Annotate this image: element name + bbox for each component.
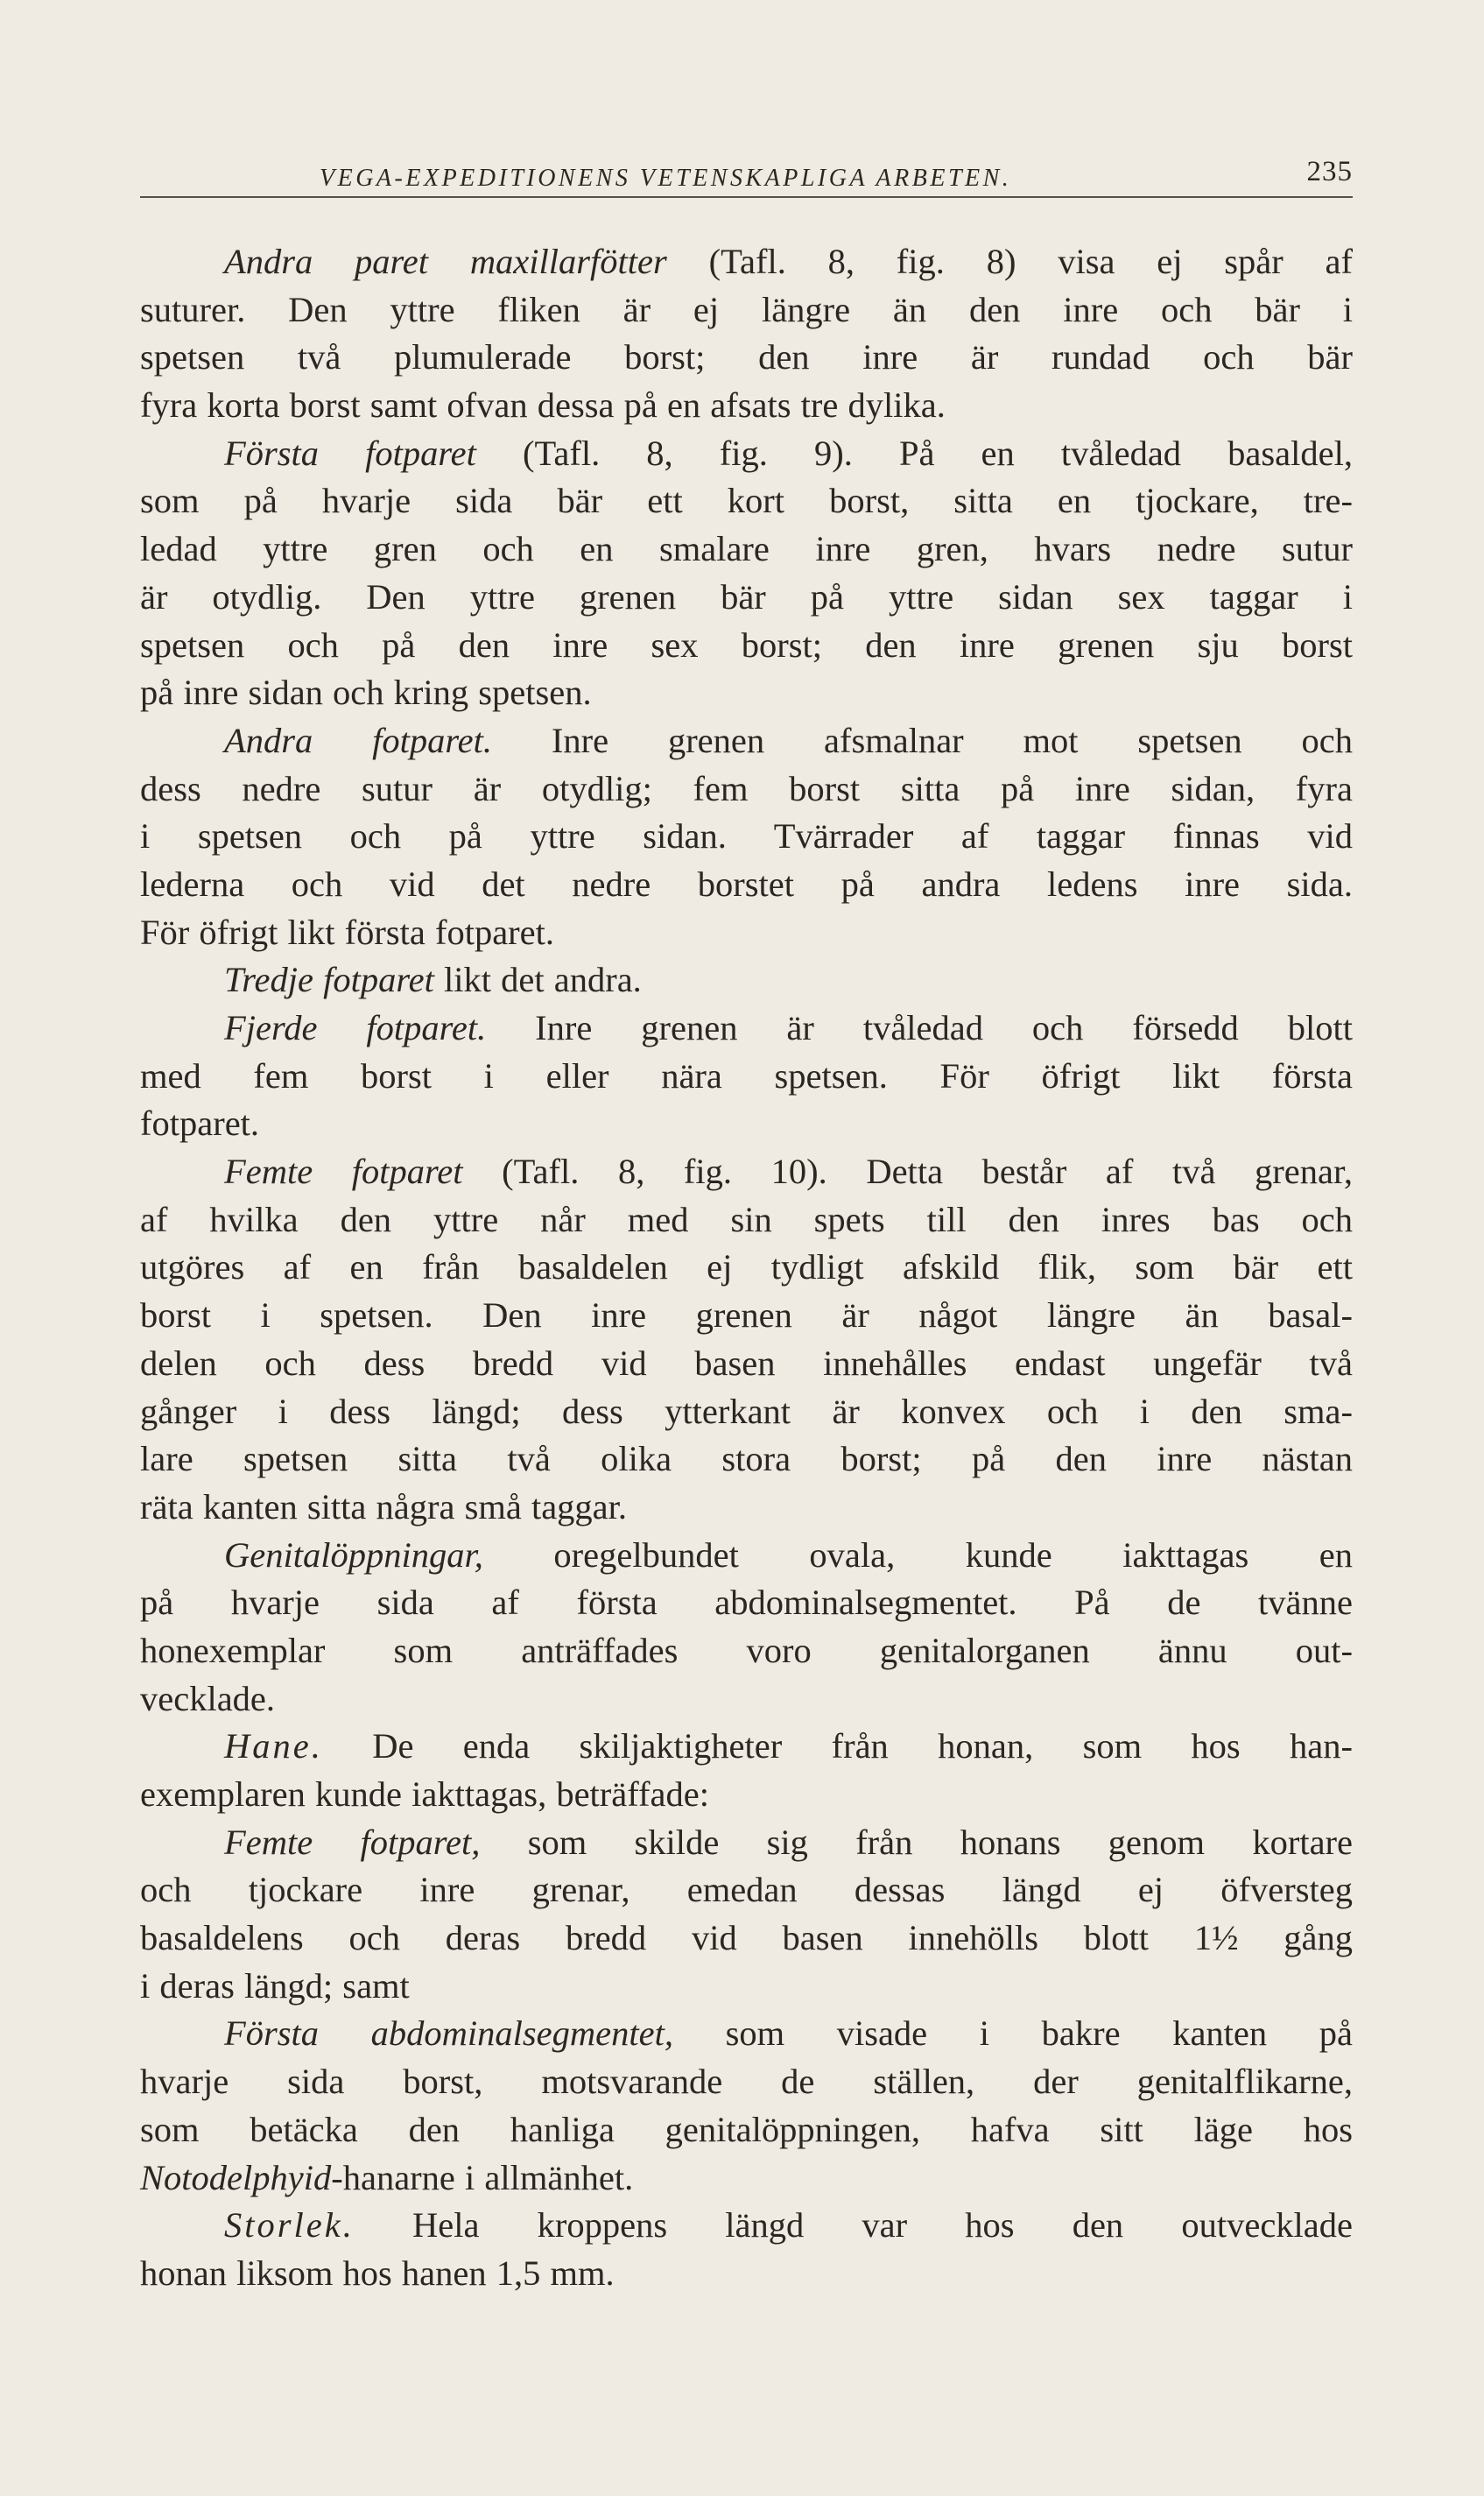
text-line: på hvarje sida af första abdominalsegmentet. På de tvänne [140, 1583, 1353, 1623]
text-line: Femte fotparet, som skilde sig från honans genom kortare [224, 1822, 1354, 1862]
text-line: dess nedre sutur är otydlig; fem borst sitta på inre sidan, fyra [140, 768, 1353, 808]
page-number: 235 [1306, 156, 1353, 187]
text-line: Andra paret maxillarfötter (Tafl. 8, fig. 8) visa ej spår af [224, 242, 1353, 281]
section-term: Första fotparet [224, 433, 476, 473]
text-line: räta kanten sitta några små taggar. [140, 1486, 628, 1527]
section-term: Första abdominalsegmentet, [224, 2013, 673, 2054]
text-line: fotparet. [140, 1103, 260, 1144]
text-line: lederna och vid det nedre borstet på andra ledens inre sida. [140, 864, 1353, 904]
text-line: utgöres af en från basaldelen ej tydligt afskild flik, som bär ett [140, 1247, 1353, 1287]
section-term: Storlek. [224, 2205, 355, 2246]
text-line: exemplaren kunde iakttagas, beträffade: [140, 1774, 709, 1814]
section-term: Genitalöppningar, [224, 1534, 483, 1575]
text-line: och tjockare inre grenar, emedan dessas längd ej öfversteg [140, 1870, 1353, 1910]
text-line: Genitalöppningar, oregelbundet ovala, kunde iakttagas en [224, 1534, 1353, 1575]
text-line: delen och dess bredd vid basen innehålles endast ungefär två [140, 1343, 1353, 1383]
text-line: För öfrigt likt första fotparet. [140, 912, 555, 952]
text-line: basaldelens och deras bredd vid basen innehölls blott 1½ gång [140, 1918, 1353, 1958]
genus-term: Notodelphyid [140, 2157, 332, 2197]
text-line: Hane. De enda skiljaktigheter från honan, som hos han- [224, 1726, 1353, 1766]
text-line: med fem borst i eller nära spetsen. För öfrigt likt första [140, 1055, 1353, 1096]
text-line: Fjerde fotparet. Inre grenen är tvåledad och försedd blott [224, 1008, 1353, 1047]
text-line: borst i spetsen. Den inre grenen är något längre än basal- [140, 1295, 1353, 1336]
section-term: Hane. [224, 1726, 323, 1766]
text-line: ledad yttre gren och en smalare inre gren, hvars nedre sutur [140, 529, 1353, 569]
text-line: Första abdominalsegmentet, som visade i bakre kanten på [224, 2013, 1353, 2054]
text-line: Femte fotparet (Tafl. 8, fig. 10). Detta består af två grenar, [224, 1152, 1353, 1192]
text-line: i deras längd; samt [140, 1965, 410, 2006]
text-line: Tredje fotparet likt det andra. [224, 960, 642, 1000]
text-line: suturer. Den yttre fliken är ej längre än den inre och bär i [140, 289, 1353, 329]
section-term: Femte fotparet [224, 1152, 463, 1192]
text-line: vecklade. [140, 1678, 276, 1718]
running-header [140, 156, 1353, 198]
text-line: är otydlig. Den yttre grenen bär på yttre sidan sex taggar i [140, 576, 1353, 617]
section-term: Fjerde fotparet. [224, 1008, 487, 1047]
text-line: Notodelphyid-hanarne i allmänhet. [140, 2157, 634, 2197]
text-line: som betäcka den hanliga genitalöppningen, hafva sitt läge hos [140, 2109, 1353, 2149]
text-line: hvarje sida borst, motsvarande de ställen, der genitalflikarne, [140, 2062, 1353, 2102]
section-term: Femte fotparet, [224, 1822, 481, 1862]
text-line: i spetsen och på yttre sidan. Tvärrader af taggar finnas vid [140, 816, 1353, 857]
text-line: spetsen och på den inre sex borst; den inre grenen sju borst [140, 624, 1353, 665]
text-line: fyra korta borst samt ofvan dessa på en afsats tre dylika. [140, 385, 946, 426]
text-line: af hvilka den yttre når med sin spets till den inres bas och [140, 1199, 1353, 1239]
text-line: Andra fotparet. Inre grenen afsmalnar mot spetsen och [224, 720, 1353, 760]
text-line: spetsen två plumulerade borst; den inre är rundad och bär [140, 337, 1353, 377]
text-line: gånger i dess längd; dess ytterkant är konvex och i den sma- [140, 1391, 1353, 1431]
running-title: VEGA-EXPEDITIONENS VETENSKAPLIGA ARBETEN. [320, 165, 1012, 192]
section-term: Tredje fotparet [224, 960, 434, 1000]
text-line: Första fotparet (Tafl. 8, fig. 9). På en tvåledad basaldel, [224, 433, 1353, 473]
section-term: Andra paret maxillarfötter [224, 242, 667, 281]
text-line: lare spetsen sitta två olika stora borst; på den inre nästan [140, 1439, 1353, 1479]
text-line: som på hvarje sida bär ett kort borst, sitta en tjockare, tre- [140, 481, 1353, 521]
text-line: honexemplar som anträffades voro genitalorganen ännu out- [140, 1630, 1353, 1670]
text-line: på inre sidan och kring spetsen. [140, 673, 592, 713]
text-line: honan liksom hos hanen 1,5 mm. [140, 2253, 615, 2293]
body-text [140, 238, 1353, 2298]
text-line: Storlek. Hela kroppens längd var hos den outvecklade [224, 2205, 1353, 2246]
section-term: Andra fotparet. [224, 720, 492, 760]
